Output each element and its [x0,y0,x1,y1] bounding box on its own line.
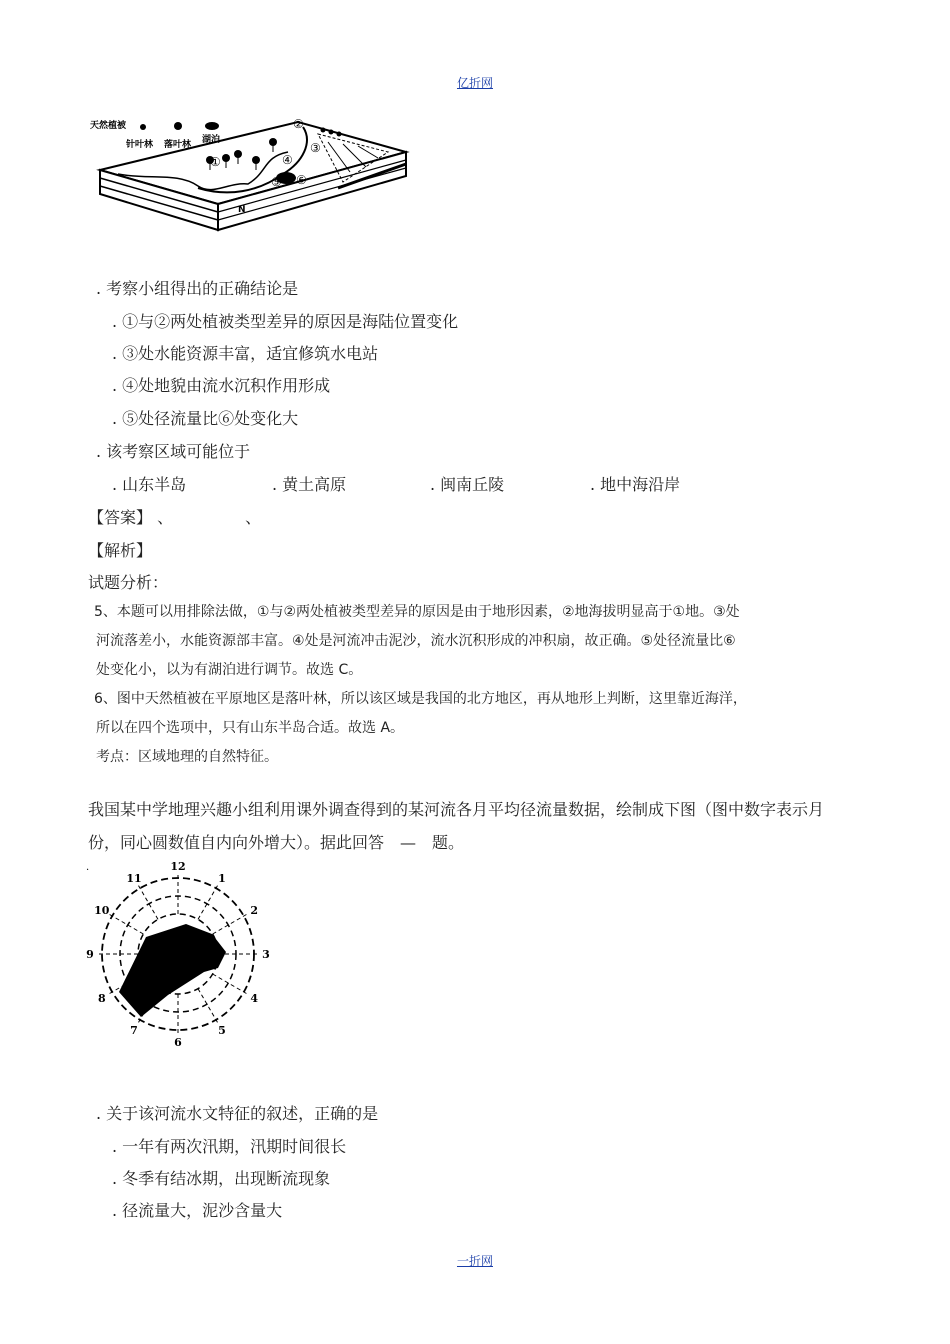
analysis-line-5: 所以在四个选项中，只有山东半岛合适。故选 A。 [96,720,405,736]
marker-6: ⑥ [296,173,307,187]
runoff-radial-chart [86,862,276,1047]
q5-option-d: . ⑤处径流量比⑥处变化大 [112,409,299,428]
answer-label: 【答案】 [88,508,153,527]
footer-link[interactable]: 一折网 [456,1254,493,1268]
q5-option-b: . ③处水能资源丰富，适宜修筑水电站 [112,344,379,363]
answer-row [88,505,261,528]
marker-3: ③ [310,141,321,155]
q6-stem: . 该考察区域可能位于 [96,442,251,461]
q5-option-a: . ①与②两处植被类型差异的原因是海陆位置变化 [112,312,459,331]
analysis-line-2: 河流落差小，水能资源部丰富。④处是河流冲击泥沙，流水沉积形成的冲积扇，故正确。⑤处径流量比⑥ [96,633,736,649]
spoke-month-2 [213,913,249,934]
month-label-10: 10 [94,904,110,917]
q7-stem: . 关于该河流水文特征的叙述，正确的是 [96,1104,379,1123]
intro2-line-2: 份，同心圆数值自内向外增大）。据此回答 — 题。 [88,833,465,852]
month-label-11: 11 [126,871,142,885]
q7-option-a: . 一年有两次汛期，汛期时间很长 [112,1137,347,1156]
terrain-block-diagram [88,112,418,242]
month-label-5: 5 [218,1024,226,1038]
q6-option-c: . 闽南丘陵 [430,475,505,494]
q6-option-d: . 地中海沿岸 [590,475,681,494]
intro2-line-1: 我国某中学地理兴趣小组利用课外调查得到的某河流各月平均径流量数据，绘制成下图（图中数字表示月 [88,800,825,819]
month-label-8: 8 [97,992,106,1005]
runoff-polygon [119,924,226,1017]
q6-option-b: . 黄土高原 [272,475,347,494]
header-link[interactable]: 亿折网 [456,76,493,90]
label-north: N [238,205,246,215]
q7-option-b: . 冬季有结冰期，出现断流现象 [112,1169,331,1188]
marker-4: ④ [282,153,293,167]
analysis-label: 【解析】 [88,541,153,560]
marker-5: ⑤ [271,175,282,189]
q5-option-c: . ④处地貌由流水沉积作用形成 [112,376,331,395]
svg-text:.: . [86,862,90,873]
label-deciduous: 落叶林 [164,140,192,150]
month-label-6: 6 [174,1036,182,1047]
analysis-line-6: 考点：区域地理的自然特征。 [96,749,278,765]
month-label-1: 1 [218,871,226,885]
analysis-line-3: 处变化小，以为有湖泊进行调节。故选 C。 [96,662,363,678]
analysis-line-1: 5、本题可以用排除法做，①与②两处植被类型差异的原因是由于地形因素，②地海拔明显高于①地。③处 [94,604,740,620]
spoke-month-11 [137,883,158,919]
month-label-2: 2 [250,904,259,917]
analysis-line-4: 6、图中天然植被在平原地区是落叶林，所以该区域是我国的北方地区，再从地形上判断，这里靠近海洋， [94,691,747,707]
marker-1: ① [210,155,221,169]
label-coniferous: 针叶林 [126,140,154,150]
page-header [0,74,950,91]
q6-option-a: . 山东半岛 [112,475,187,494]
month-label-12: 12 [170,862,186,873]
label-lake: 湖泊 [202,135,221,145]
month-label-4: 4 [250,992,259,1005]
month-label-3: 3 [262,948,270,961]
q7-option-c: . 径流量大，泥沙含量大 [112,1201,283,1220]
marker-2: ② [293,117,304,131]
q5-stem: . 考察小组得出的正确结论是 [96,279,299,298]
analysis-intro: 试题分析： [88,573,169,592]
month-label-9: 9 [86,948,94,961]
label-natural-vegetation: 天然植被 [90,121,127,131]
page-footer [0,1252,950,1269]
month-label-7: 7 [130,1024,138,1038]
answer-text: 、 、 [157,508,262,527]
